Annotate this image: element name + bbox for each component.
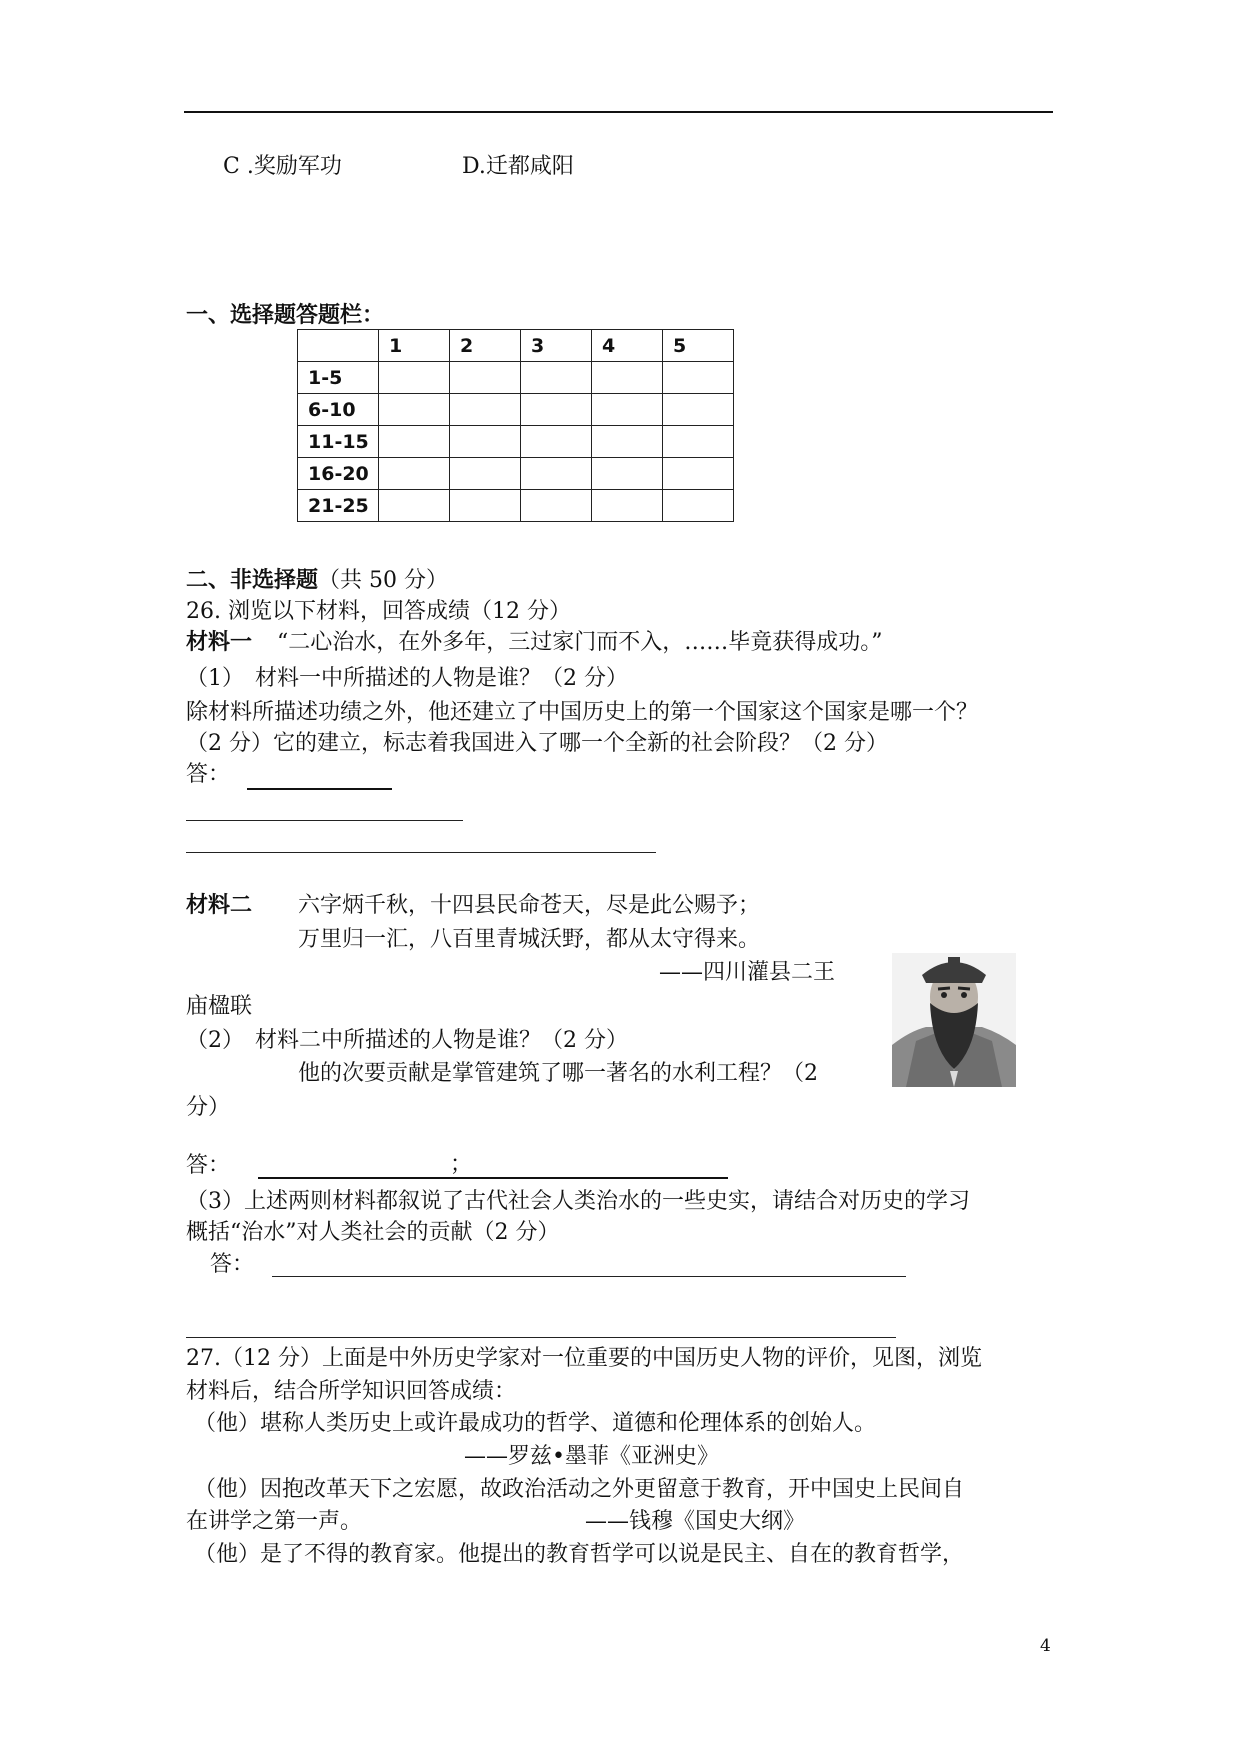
answer-line[interactable] bbox=[186, 820, 463, 821]
header-cell: 2 bbox=[450, 330, 521, 362]
answer-cell[interactable] bbox=[663, 362, 734, 394]
page-number: 4 bbox=[1040, 1636, 1051, 1656]
material1-text: “二心治水，在外多年，三过家门而不入，……毕竟获得成功。” bbox=[277, 630, 883, 655]
section1-title: 一、选择题答题栏： bbox=[186, 303, 385, 328]
answer-line[interactable] bbox=[186, 1337, 896, 1338]
answer-line[interactable] bbox=[258, 1177, 728, 1179]
header-cell: 1 bbox=[379, 330, 450, 362]
answer-cell[interactable] bbox=[450, 394, 521, 426]
table-row bbox=[298, 426, 734, 458]
answer-grid bbox=[297, 329, 734, 522]
answer-cell[interactable] bbox=[663, 394, 734, 426]
answer-line[interactable] bbox=[186, 852, 656, 853]
row-label: 21-25 bbox=[298, 490, 379, 522]
answer-cell[interactable] bbox=[521, 458, 592, 490]
option-d: D.迁都咸阳 bbox=[462, 154, 574, 179]
q26-sub3-answer-label: 答： bbox=[210, 1252, 255, 1277]
answer-cell[interactable] bbox=[663, 458, 734, 490]
header-cell: 3 bbox=[521, 330, 592, 362]
answer-line[interactable] bbox=[272, 1276, 906, 1277]
header-rule bbox=[184, 111, 1053, 113]
row-label: 11-15 bbox=[298, 426, 379, 458]
q27-intro: 27.（12 分）上面是中外历史学家对一位重要的中国历史人物的评价，见图，浏览 bbox=[186, 1346, 982, 1371]
q26-answer-label: 答： bbox=[186, 762, 231, 787]
answer-cell[interactable] bbox=[521, 426, 592, 458]
row-label: 16-20 bbox=[298, 458, 379, 490]
answer-cell[interactable] bbox=[450, 490, 521, 522]
section2-score: （共 50 分） bbox=[318, 568, 448, 593]
answer-cell[interactable] bbox=[379, 394, 450, 426]
material2-source: ——四川灌县二王 bbox=[659, 960, 836, 985]
q27-quote2-line2: 在讲学之第一声。 bbox=[186, 1509, 363, 1534]
table-row bbox=[298, 394, 734, 426]
answer-cell[interactable] bbox=[592, 362, 663, 394]
q27-quote1: （他）堪称人类历史上或许最成功的哲学、道德和伦理体系的创始人。 bbox=[194, 1411, 877, 1436]
header-cell bbox=[298, 330, 379, 362]
answer-cell[interactable] bbox=[379, 362, 450, 394]
q26-sub1: （1） 材料一中所描述的人物是谁？（2 分） bbox=[186, 666, 628, 691]
q26-material1 bbox=[186, 628, 883, 658]
answer-cell[interactable] bbox=[663, 490, 734, 522]
answer-cell[interactable] bbox=[379, 490, 450, 522]
q26-sub2-line3: 分） bbox=[186, 1095, 231, 1120]
q27-quote2: （他）因抱改革天下之宏愿，故政治活动之外更留意于教育，开中国史上民间自 bbox=[194, 1477, 965, 1502]
answer-cell[interactable] bbox=[592, 458, 663, 490]
q27-quote1-source: ——罗兹•墨菲《亚洲史》 bbox=[464, 1444, 719, 1469]
q26-sub2-answer-sep: ； bbox=[450, 1152, 473, 1177]
answer-cell[interactable] bbox=[521, 394, 592, 426]
q27-intro-line2: 材料后，结合所学知识回答成绩： bbox=[186, 1379, 517, 1404]
table-row bbox=[298, 490, 734, 522]
answer-cell[interactable] bbox=[450, 458, 521, 490]
table-row bbox=[298, 458, 734, 490]
material2-line2: 万里归一汇，八百里青城沃野，都从太守得来。 bbox=[298, 927, 761, 952]
answer-cell[interactable] bbox=[592, 394, 663, 426]
answer-cell[interactable] bbox=[379, 458, 450, 490]
material1-label: 材料一 bbox=[186, 630, 253, 655]
q26-sub2-answer-label: 答： bbox=[186, 1153, 231, 1178]
answer-cell[interactable] bbox=[592, 490, 663, 522]
answer-cell[interactable] bbox=[450, 362, 521, 394]
answer-cell[interactable] bbox=[379, 426, 450, 458]
q26-sub1-line2: 除材料所描述功绩之外，他还建立了中国历史上的第一个国家这个国家是哪一个？ bbox=[186, 700, 979, 725]
q26-intro: 26. 浏览以下材料，回答成绩（12 分） bbox=[186, 599, 571, 624]
answer-line[interactable] bbox=[247, 788, 392, 790]
q26-sub2: （2） 材料二中所描述的人物是谁？（2 分） bbox=[186, 1028, 628, 1053]
q26-sub1-line3: （2 分）它的建立，标志着我国进入了哪一个全新的社会阶段？（2 分） bbox=[186, 731, 888, 756]
answer-cell[interactable] bbox=[521, 362, 592, 394]
section2-heading bbox=[186, 566, 448, 596]
row-label: 1-5 bbox=[298, 362, 379, 394]
row-label: 6-10 bbox=[298, 394, 379, 426]
q27-quote2-source: ——钱穆《国史大纲》 bbox=[585, 1509, 806, 1534]
answer-cell[interactable] bbox=[592, 426, 663, 458]
section2-title: 二、非选择题 bbox=[186, 568, 319, 593]
option-c: C .奖励军功 bbox=[223, 154, 342, 179]
material2-line1: 六字炳千秋，十四县民命苍天，尽是此公赐予； bbox=[298, 893, 761, 918]
material2-source-cont: 庙楹联 bbox=[186, 994, 253, 1019]
answer-grid-header bbox=[298, 330, 734, 362]
header-cell: 5 bbox=[663, 330, 734, 362]
answer-cell[interactable] bbox=[663, 426, 734, 458]
header-cell: 4 bbox=[592, 330, 663, 362]
q26-sub3: （3）上述两则材料都叙说了古代社会人类治水的一些史实，请结合对历史的学习 bbox=[186, 1189, 970, 1214]
table-row bbox=[298, 362, 734, 394]
answer-cell[interactable] bbox=[450, 426, 521, 458]
answer-cell[interactable] bbox=[521, 490, 592, 522]
q27-quote3: （他）是了不得的教育家。他提出的教育哲学可以说是民主、自在的教育哲学， bbox=[194, 1542, 965, 1567]
q26-sub2-line2: 他的次要贡献是掌管建筑了哪一著名的水利工程？（2 bbox=[298, 1061, 818, 1086]
material2-label: 材料二 bbox=[186, 893, 253, 918]
q26-sub3-line2: 概括“治水”对人类社会的贡献（2 分） bbox=[186, 1220, 560, 1245]
confucius-portrait-icon bbox=[892, 953, 1016, 1087]
